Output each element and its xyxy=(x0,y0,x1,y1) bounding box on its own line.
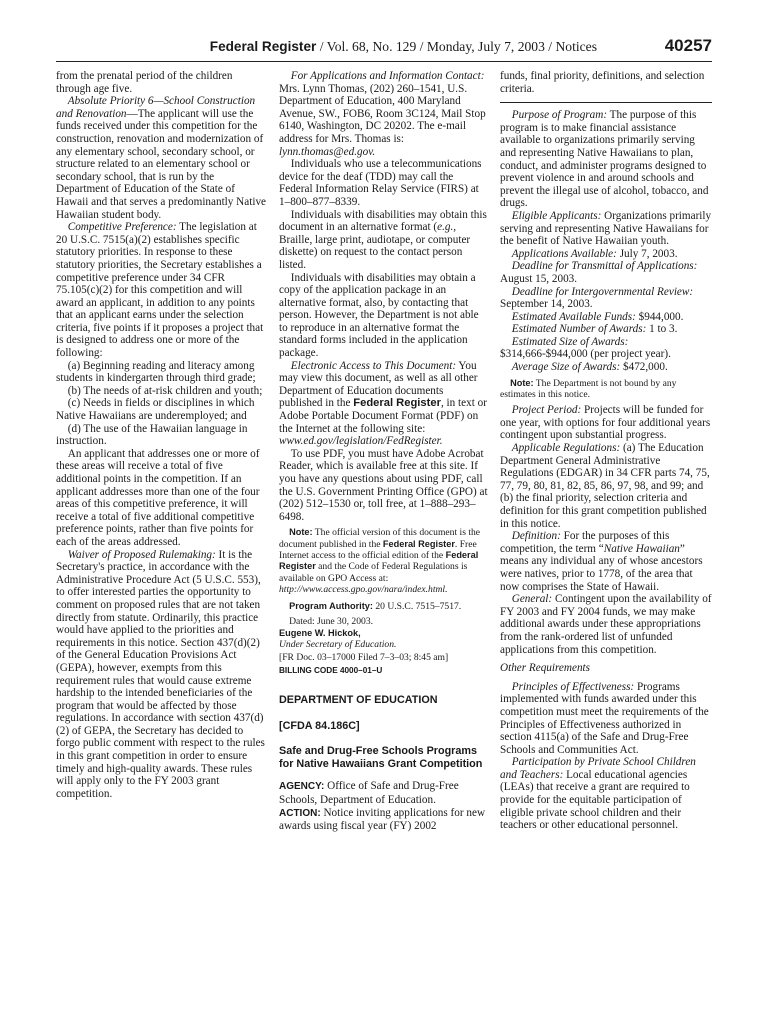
section-divider xyxy=(500,102,712,103)
agency-line xyxy=(279,780,489,806)
paragraph xyxy=(56,221,267,360)
paragraph: An applicant that addresses one or more of these areas will receive a total of five additional points in the competition. If an applicant addresses more than one of the four areas of this competitive preference, it will receive a total of five additional competitive preference points, rather than five points for each of the areas addressed. xyxy=(56,447,260,548)
journal-name: Federal Register xyxy=(209,39,317,54)
section-heading: General: xyxy=(511,593,553,606)
agency-label: AGENCY: xyxy=(279,781,325,793)
section-heading: Waiver of Proposed Rulemaking: xyxy=(67,548,216,561)
signer-title-text: Under Secretary of Education. xyxy=(279,639,397,651)
column-3 xyxy=(500,70,712,832)
paragraph-text: (a) The Education Department General Administrative Regulations (EDGAR) in 34 CFR parts 74, 75, 77, 79, 80, 81, 82, 85, 86, 97, 98, and 99; and (b) the final priority, selection criteria and definition for this grant competition published in this notice. xyxy=(500,442,710,530)
section-heading: Electronic Access to This Document: xyxy=(290,359,457,372)
note xyxy=(500,378,712,401)
section-heading: Estimated Number of Awards: xyxy=(511,323,647,336)
section-heading: Estimated Available Funds: xyxy=(511,310,636,323)
paragraph-text: You may view this document, as well as all other Department of Education documents published in the xyxy=(279,359,478,410)
section-heading: Principles of Effectiveness: xyxy=(511,680,635,693)
paragraph xyxy=(500,593,712,656)
header-rule xyxy=(56,61,712,62)
paragraph xyxy=(500,260,712,285)
paragraph-text: It is the Secretary's practice, in accordance with the Administrative Procedure Act (5 U.S.C. 553), to offer interested parties the opportunity to comment on proposed rules that are not taken directly from statute. Ordinarily, this practice would have applied to the priorities and requirements in this notice. Section 437(d)(2) of the General Education Provisions Act (GEPA), however, exempts from this requirement rules that would cause extreme hardship to the intended beneficiaries of the program that would be affected by those regulations. In accordance with section 437(d)(2) of GEPA, the Secretary has decided to forgo public comment with respect to the rules in this grant competition in order to ensure timely and high-quality awards. These rules will apply only to the FY 2003 grant competition. xyxy=(56,548,265,800)
paragraph xyxy=(500,681,712,757)
running-header xyxy=(56,38,712,58)
section-heading: Applicable Regulations: xyxy=(511,442,621,455)
paragraph-text: September 14, 2003. xyxy=(500,298,593,311)
action-text: Notice inviting applications for new awards using fiscal year (FY) 2002 xyxy=(279,806,486,833)
issue-info: / Vol. 68, No. 129 / Monday, July 7, 2003 / Notices xyxy=(316,39,597,54)
paragraph-text: Individuals with disabilities may obtain this document in an alternative format ( xyxy=(279,208,487,234)
paragraph-text: $314,666-$944,000 (per project year). xyxy=(500,348,671,361)
section-heading: For Applications and Information Contact: xyxy=(290,70,485,82)
paragraph xyxy=(500,323,712,336)
program-title: Safe and Drug-Free Schools Programs for Native Hawaiians Grant Competition xyxy=(279,745,483,771)
defined-term: Native Hawaiian xyxy=(603,542,680,555)
note-text: . Free Internet access to the official edition of the xyxy=(279,538,477,561)
note-label: Note: xyxy=(289,527,313,538)
section-heading: Competitive Preference: xyxy=(67,221,177,234)
section-heading: Average Size of Awards: xyxy=(511,361,621,374)
paragraph xyxy=(500,210,712,248)
note-text: The Department is not bound by any estimates in this notice. xyxy=(500,377,677,400)
section-heading: Definition: xyxy=(511,530,561,543)
billing-code: BILLING CODE 4000–01–U xyxy=(279,665,383,675)
contact-paragraph xyxy=(279,70,489,158)
section-heading: Estimated Size of Awards: xyxy=(511,335,629,348)
dated-line: Dated: June 30, 2003. xyxy=(289,616,374,628)
agency-text: Office of Safe and Drug-Free Schools, Department of Education. xyxy=(279,780,459,807)
paragraph xyxy=(56,95,267,221)
action-label: ACTION: xyxy=(279,807,321,819)
paragraph xyxy=(500,336,712,361)
paragraph-text: , in text or Adobe Portable Document Format (PDF) on the Internet at the following site: xyxy=(279,397,487,435)
paragraph xyxy=(279,209,489,272)
paragraph-text: —The applicant will use the funds received under this competition for the construction, renovation and modernization of any elementary school, secondary school, or structure related to an elementary school or secondary school, that is run by the Department of Education of the State of Hawaii and that serves a predominantly Native Hawaiian student body. xyxy=(56,107,267,221)
paragraph xyxy=(500,311,712,324)
list-item: (b) The needs of at-risk children and youth; xyxy=(67,384,263,397)
journal-reference: Federal Register xyxy=(353,397,441,410)
signer-text: Eugene W. Hickok, xyxy=(279,627,361,638)
column-2 xyxy=(279,70,489,833)
section-heading: Deadline for Intergovernmental Review: xyxy=(511,285,694,298)
paragraph-text: Local educational agencies (LEAs) that receive a grant are required to provide for the equitable participation of eligible private school children and their teachers or other educational personnel. xyxy=(500,768,690,832)
paragraph: To use PDF, you must have Adobe Acrobat Reader, which is available free at this site. If you have any questions about using PDF, call the U.S. Government Printing Office (GPO) at (202) 512–1530 or, toll free, at 1–888–293–6498. xyxy=(279,447,488,523)
signer-name xyxy=(279,628,489,639)
paragraph xyxy=(500,404,712,442)
journal-reference: Federal Register xyxy=(382,538,455,549)
program-authority xyxy=(279,601,489,612)
contact-email: lynn.thomas@ed.gov. xyxy=(279,145,376,158)
note-label: Note: xyxy=(510,377,534,388)
fr-doc-line: [FR Doc. 03–17000 Filed 7–3–03; 8:45 am] xyxy=(279,652,449,664)
paragraph xyxy=(500,756,712,832)
web-link: www.ed.gov/legislation/FedRegister. xyxy=(279,435,443,448)
section-heading: Deadline for Transmittal of Applications: xyxy=(511,260,698,273)
paragraph-text: Organizations primarily serving and representing Native Hawaiians for the benefit of Native Hawaiian youth. xyxy=(500,209,712,248)
journal-reference: Federal Register xyxy=(279,549,479,572)
paragraph-text: Contingent upon the availability of FY 2003 and FY 2004 funds, we may make additional awards under these appropriations from the rank-ordered list of unfunded applications from this competition. xyxy=(500,593,712,656)
note-text: and the Code of Federal Regulations is available on GPO Access at: xyxy=(279,561,468,584)
paragraph-text: $472,000. xyxy=(620,361,668,374)
paragraph-text: For the purposes of this competition, the term “ xyxy=(500,530,670,555)
paragraph xyxy=(279,360,489,448)
paragraph-text: $944,000. xyxy=(635,310,684,323)
paragraph-text: The legislation at 20 U.S.C. 7515(a)(2) establishes specific statutory priorities. In response to these statutory priorities, the Secretary establishes a competitive preference under 34 CFR 75.105(c)(2) for this competition and will award an applicant, in addition to any points that an applicant earns under the selection criteria, five points if it proposes a project that is designed to address one or more of the following: xyxy=(56,221,264,360)
paragraph: Individuals with disabilities may obtain a copy of the application package in an alternative format, also, by contacting that person. However, the Department is not able to reproduce in an alternative format the standard forms included in the application package. xyxy=(279,271,479,360)
authority-label: Program Authority: xyxy=(289,601,373,612)
section-heading: Applications Available: xyxy=(511,247,617,260)
list-item: (a) Beginning reading and literacy among students in kindergarten through third grade; xyxy=(56,359,256,385)
paragraph xyxy=(56,549,267,801)
paragraph-text: 1 to 3. xyxy=(646,323,678,336)
paragraph-text: Programs implemented with funds awarded under this competition must meet the requirements of the Principles of Effectiveness authorized in section 4115(a) of the Safe and Drug-Free Schools and Communities Act. xyxy=(500,680,709,756)
abbreviation: e.g., xyxy=(437,221,457,234)
paragraph xyxy=(500,361,712,374)
section-heading: Purpose of Program: xyxy=(511,109,608,122)
list-item: (d) The use of the Hawaiian language in instruction. xyxy=(56,422,248,448)
priority-heading: Absolute Priority 6—School Construction and Renovation xyxy=(56,95,256,120)
paragraph xyxy=(500,248,712,261)
page-number: 40257 xyxy=(664,36,712,55)
note-text: The official version of this document is the document published in the xyxy=(279,527,481,550)
section-heading: Participation by Private School Children and Teachers: xyxy=(500,756,696,781)
department-heading: DEPARTMENT OF EDUCATION xyxy=(279,694,438,707)
paragraph xyxy=(500,530,712,593)
subsection-heading-text: Other Requirements xyxy=(500,662,590,675)
list-item: (c) Needs in fields or disciplines in which Native Hawaiians are underemployed; and xyxy=(56,397,255,423)
section-heading: Project Period: xyxy=(511,404,582,417)
web-link: http://www.access.gpo.gov/nara/index.html. xyxy=(279,583,448,595)
note xyxy=(279,527,489,595)
authority-text: 20 U.S.C. 7515–7517. xyxy=(372,601,462,613)
paragraph-text: Mrs. Lynn Thomas, (202) 260–1541, U.S. Department of Education, 400 Maryland Avenue, SW., FOB6, Room 3C124, Mail Stop 6140, Washington, DC 20202. The e-mail address for Mrs. Thomas is: xyxy=(279,82,486,145)
paragraph-text: August 15, 2003. xyxy=(500,272,578,285)
paragraph xyxy=(500,286,712,311)
column-1 xyxy=(56,70,267,800)
paragraph-text: The purpose of this program is to make financial assistance available to organizations primarily serving and representing Native Hawaiians to plan, conduct, and administer programs designed to prevent violence in and around schools and prevent the illegal use of alcohol, tobacco, and drugs. xyxy=(500,109,709,210)
subsection-heading xyxy=(500,662,712,675)
paragraph-text: Projects will be funded for one year, with options for four additional years contingent upon substantial progress. xyxy=(500,404,711,442)
header-citation xyxy=(210,38,597,56)
paragraph xyxy=(500,442,712,530)
paragraph: from the prenatal period of the children through age five. xyxy=(56,70,233,95)
paragraph: Individuals who use a telecommunications device for the deaf (TDD) may call the Federal Information Relay Service (FIRS) at 1–800–877–8339. xyxy=(279,158,482,208)
section-heading: Eligible Applicants: xyxy=(511,209,602,222)
cfda-number: [CFDA 84.186C] xyxy=(279,719,360,732)
paragraph: funds, final priority, definitions, and selection criteria. xyxy=(500,70,705,95)
signer-title xyxy=(279,639,489,650)
paragraph-text: ” means any individual any of whose ancestors were natives, prior to 1778, of the area that now comprises the State of Hawaii. xyxy=(500,542,703,593)
paragraph-text: July 7, 2003. xyxy=(616,247,678,260)
paragraph xyxy=(500,109,712,210)
action-line xyxy=(279,807,489,833)
paragraph-text: Braille, large print, audiotape, or computer diskette) on request to the contact person listed. xyxy=(279,233,471,271)
